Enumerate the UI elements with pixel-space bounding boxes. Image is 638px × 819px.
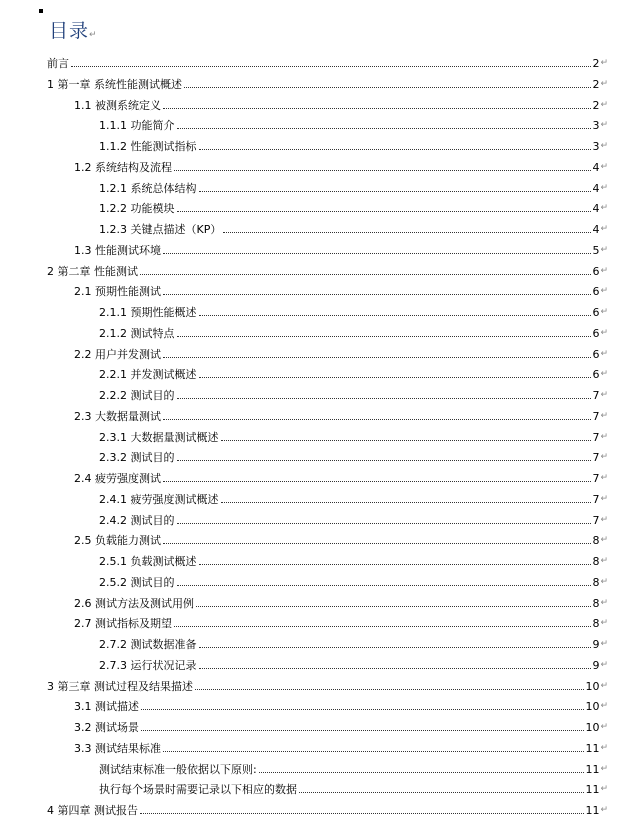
dot-leader <box>199 564 592 565</box>
toc-entry-label: 2.7.2 测试数据准备 <box>99 638 197 651</box>
dot-leader <box>140 274 591 275</box>
paragraph-mark-icon: ↵ <box>600 493 608 504</box>
toc-entry-label: 2.3.2 测试目的 <box>99 451 175 465</box>
paragraph-mark-icon: ↵ <box>600 348 608 359</box>
toc-entry-label: 2.4.1 疲劳强度测试概述 <box>99 492 219 506</box>
toc-entry-label: 2.4 疲劳强度测试 <box>74 472 161 485</box>
toc-entry-label: 2.7.3 运行状况记录 <box>99 658 197 672</box>
toc-entry-label: 1.1.2 性能测试指标 <box>99 140 197 153</box>
toc-entry[interactable] <box>99 218 608 236</box>
toc-entry[interactable] <box>99 135 608 153</box>
toc-entry-page: 2 <box>592 77 600 91</box>
paragraph-mark-icon: ↵ <box>600 141 608 151</box>
paragraph-mark-icon: ↵ <box>600 410 608 421</box>
paragraph-mark-icon: ↵ <box>600 431 608 442</box>
toc-entry-page: 6 <box>592 368 600 382</box>
toc-entry-page: 4 <box>592 160 600 174</box>
toc-entry-label: 2.1.2 测试特点 <box>99 326 175 340</box>
toc-entry-page: 7 <box>592 389 600 402</box>
toc-entry[interactable] <box>74 343 608 361</box>
toc-entry[interactable] <box>74 592 608 610</box>
dot-leader <box>177 128 592 129</box>
toc-entry[interactable] <box>74 716 608 734</box>
dot-leader <box>223 232 591 233</box>
toc-entry-label: 2.3 大数据量测试 <box>74 409 161 423</box>
toc-entry[interactable] <box>99 488 608 506</box>
paragraph-mark-icon: ↵ <box>600 784 608 795</box>
paragraph-mark-icon: ↵ <box>600 265 608 276</box>
toc-title-text: 目录 <box>49 20 90 42</box>
toc-entry-label: 2.2.1 并发测试概述 <box>99 368 197 382</box>
toc-entry[interactable] <box>99 571 608 589</box>
dot-leader <box>177 523 592 524</box>
dot-leader <box>163 294 591 295</box>
toc-entry-label: 2.7 测试指标及期望 <box>74 617 172 631</box>
toc-entry[interactable] <box>99 322 608 340</box>
toc-entry-label: 2.2.2 测试目的 <box>99 389 175 402</box>
toc-entry-label: 前言 <box>47 57 69 70</box>
toc-entry[interactable] <box>74 156 608 174</box>
paragraph-mark-icon: ↵ <box>600 161 608 172</box>
toc-entry[interactable] <box>99 301 608 319</box>
toc-entry-label: 3.1 测试描述 <box>74 700 139 714</box>
toc-entry-page: 3 <box>592 140 600 153</box>
dot-leader <box>174 170 591 171</box>
toc-entry-page: 5 <box>592 243 600 257</box>
dot-leader <box>141 730 584 731</box>
dot-leader <box>221 502 592 503</box>
dot-leader <box>199 668 592 669</box>
toc-entry[interactable] <box>99 363 608 381</box>
paragraph-mark-icon: ↵ <box>600 701 608 712</box>
paragraph-mark-icon: ↵ <box>600 58 608 68</box>
dot-leader <box>177 585 592 586</box>
toc-entry-page: 7 <box>592 513 600 527</box>
toc-entry-page: 11 <box>585 741 600 755</box>
paragraph-mark-icon: ↵ <box>600 680 608 691</box>
toc-entry-page: 7 <box>592 409 600 423</box>
paragraph-mark-icon: ↵ <box>600 120 608 131</box>
toc-entry[interactable] <box>99 758 608 776</box>
toc-entry-page: 9 <box>592 658 600 672</box>
dot-leader <box>199 315 592 316</box>
toc-entry-page: 4 <box>592 202 600 216</box>
toc-entry-label: 执行每个场景时需要记录以下相应的数据 <box>99 783 297 797</box>
toc-entry-label: 3 第三章 测试过程及结果描述 <box>47 679 193 693</box>
dot-leader <box>140 813 584 814</box>
toc-entry-label: 2 第二章 性能测试 <box>47 264 138 278</box>
toc-entry-page: 8 <box>592 575 600 589</box>
dot-leader <box>177 211 592 212</box>
dot-leader <box>71 66 591 67</box>
toc-entry-label: 2.2 用户并发测试 <box>74 347 161 361</box>
dot-leader <box>163 253 591 254</box>
toc-entry-page: 2 <box>592 57 600 70</box>
toc-entry-label: 1.2 系统结构及流程 <box>74 160 172 174</box>
toc-entry[interactable] <box>47 799 608 817</box>
paragraph-mark-icon: ↵ <box>600 390 608 400</box>
paragraph-mark-icon: ↵ <box>600 473 608 483</box>
toc-entry[interactable] <box>47 73 608 91</box>
toc-entry-page: 4 <box>592 223 600 236</box>
toc-entry-label: 2.5.1 负载测试概述 <box>99 555 197 568</box>
dot-leader <box>163 357 591 358</box>
toc-entry-page: 6 <box>592 264 600 278</box>
toc-entry-label: 1.2.3 关键点描述（KP） <box>99 223 222 236</box>
toc-entry-label: 1.2.1 系统总体结构 <box>99 181 197 195</box>
toc-entry[interactable] <box>74 239 608 257</box>
toc-entry-label: 2.1 预期性能测试 <box>74 285 161 299</box>
toc-entry[interactable] <box>47 260 608 278</box>
toc-entry-label: 3.2 测试场景 <box>74 721 139 734</box>
paragraph-mark-icon: ↵ <box>600 618 608 629</box>
paragraph-mark-icon: ↵ <box>600 224 608 234</box>
dot-leader <box>163 751 584 752</box>
toc-entry-page: 6 <box>592 326 600 340</box>
toc-entry[interactable] <box>74 280 608 298</box>
toc-entry[interactable] <box>74 529 608 547</box>
toc-entry-label: 2.4.2 测试目的 <box>99 513 175 527</box>
toc-entry-page: 6 <box>592 347 600 361</box>
toc-entry-page: 8 <box>592 534 600 548</box>
dot-leader <box>177 336 592 337</box>
paragraph-mark-icon: ↵ <box>600 286 608 297</box>
toc-entry[interactable] <box>74 612 608 630</box>
toc-entry-label: 4 第四章 测试报告 <box>47 804 138 817</box>
dot-leader <box>259 772 585 773</box>
toc-entry-label: 1 第一章 系统性能测试概述 <box>47 77 182 91</box>
toc-entry-page: 11 <box>585 804 600 817</box>
toc-entry[interactable] <box>74 695 608 713</box>
toc-entry-label: 2.6 测试方法及测试用例 <box>74 596 194 610</box>
dot-leader <box>196 606 591 607</box>
paragraph-mark-icon: ↵ <box>600 182 608 193</box>
dot-leader <box>199 191 592 192</box>
dot-leader <box>174 626 591 627</box>
dot-leader <box>163 543 591 544</box>
toc-entry-page: 9 <box>592 638 600 651</box>
toc-entry-page: 6 <box>592 306 600 319</box>
toc-entry-label: 测试结束标准一般依据以下原则: <box>99 762 257 776</box>
dot-leader <box>221 440 592 441</box>
paragraph-mark-icon: ↵ <box>600 576 608 587</box>
toc-entry-page: 10 <box>585 679 600 693</box>
dot-leader <box>199 149 592 150</box>
toc-entry[interactable] <box>99 778 608 796</box>
toc-entry-label: 1.3 性能测试环境 <box>74 243 161 257</box>
toc-entry-label: 1.2.2 功能模块 <box>99 202 175 216</box>
paragraph-mark-icon: ↵ <box>600 514 608 525</box>
dot-leader <box>177 398 592 399</box>
toc-entry[interactable] <box>99 654 608 672</box>
toc-entry-page: 8 <box>592 596 600 610</box>
paragraph-mark-icon: ↵ <box>600 327 608 338</box>
paragraph-mark-icon: ↵ <box>89 30 98 40</box>
dot-leader <box>163 419 591 420</box>
dot-leader <box>141 709 584 710</box>
paragraph-mark-icon: ↵ <box>600 659 608 670</box>
toc-entry-page: 7 <box>592 472 600 485</box>
dot-leader <box>199 647 592 648</box>
toc-entry[interactable] <box>99 426 608 444</box>
dot-leader <box>199 377 592 378</box>
toc-entry-page: 11 <box>585 762 600 776</box>
toc-entry-label: 2.5 负载能力测试 <box>74 534 161 548</box>
toc-entry-page: 7 <box>592 492 600 506</box>
toc-entry-label: 2.1.1 预期性能概述 <box>99 306 197 319</box>
toc-entry-page: 6 <box>592 285 600 299</box>
toc-entry[interactable] <box>99 177 608 195</box>
paragraph-mark-icon: ↵ <box>600 556 608 566</box>
dot-leader <box>195 689 584 690</box>
toc-entry-page: 10 <box>585 700 600 714</box>
toc-entry-label: 2.3.1 大数据量测试概述 <box>99 430 219 444</box>
dot-leader <box>299 792 584 793</box>
toc-entry[interactable] <box>99 446 608 464</box>
toc-entry-page: 4 <box>592 181 600 195</box>
toc-entry-page: 10 <box>585 721 600 734</box>
toc-entry[interactable] <box>47 675 608 693</box>
toc-entry-page: 7 <box>592 430 600 444</box>
paragraph-mark-icon: ↵ <box>600 99 608 110</box>
toc-entry-label: 1.1 被测系统定义 <box>74 98 161 112</box>
toc-title <box>49 16 98 43</box>
toc-entry-page: 8 <box>592 617 600 631</box>
paragraph-mark-icon: ↵ <box>600 763 608 774</box>
toc-entry[interactable] <box>74 737 608 755</box>
dot-leader <box>163 108 591 109</box>
paragraph-mark-icon: ↵ <box>600 307 608 317</box>
paragraph-mark-icon: ↵ <box>600 452 608 463</box>
toc-entry[interactable] <box>99 114 608 132</box>
toc-entry-page: 7 <box>592 451 600 465</box>
paragraph-mark-icon: ↵ <box>600 535 608 546</box>
paragraph-mark-icon: ↵ <box>600 722 608 732</box>
paragraph-mark-icon: ↵ <box>600 369 608 380</box>
paragraph-mark-icon: ↵ <box>600 597 608 608</box>
toc-entry[interactable] <box>99 633 608 651</box>
paragraph-mark-icon: ↵ <box>600 203 608 214</box>
toc-entry[interactable] <box>47 52 608 70</box>
paragraph-mark-icon: ↵ <box>600 805 608 815</box>
toc-entry[interactable] <box>74 94 608 112</box>
corner-marker <box>39 9 43 13</box>
dot-leader <box>184 87 591 88</box>
toc-entry[interactable] <box>99 197 608 215</box>
toc-entry-label: 1.1.1 功能简介 <box>99 119 175 133</box>
toc-entry[interactable] <box>74 467 608 485</box>
dot-leader <box>163 481 591 482</box>
paragraph-mark-icon: ↵ <box>600 639 608 649</box>
toc-entry[interactable] <box>74 405 608 423</box>
toc-entry[interactable] <box>99 509 608 527</box>
toc-entry-page: 2 <box>592 98 600 112</box>
paragraph-mark-icon: ↵ <box>600 244 608 255</box>
toc-entry-page: 3 <box>592 119 600 133</box>
paragraph-mark-icon: ↵ <box>600 742 608 753</box>
toc-entry-page: 8 <box>592 555 600 568</box>
toc-entry-label: 3.3 测试结果标准 <box>74 741 161 755</box>
toc-entry[interactable] <box>99 550 608 568</box>
paragraph-mark-icon: ↵ <box>600 78 608 89</box>
toc-entry[interactable] <box>99 384 608 402</box>
toc-entry-label: 2.5.2 测试目的 <box>99 575 175 589</box>
dot-leader <box>177 460 592 461</box>
toc-entry-page: 11 <box>585 783 600 797</box>
